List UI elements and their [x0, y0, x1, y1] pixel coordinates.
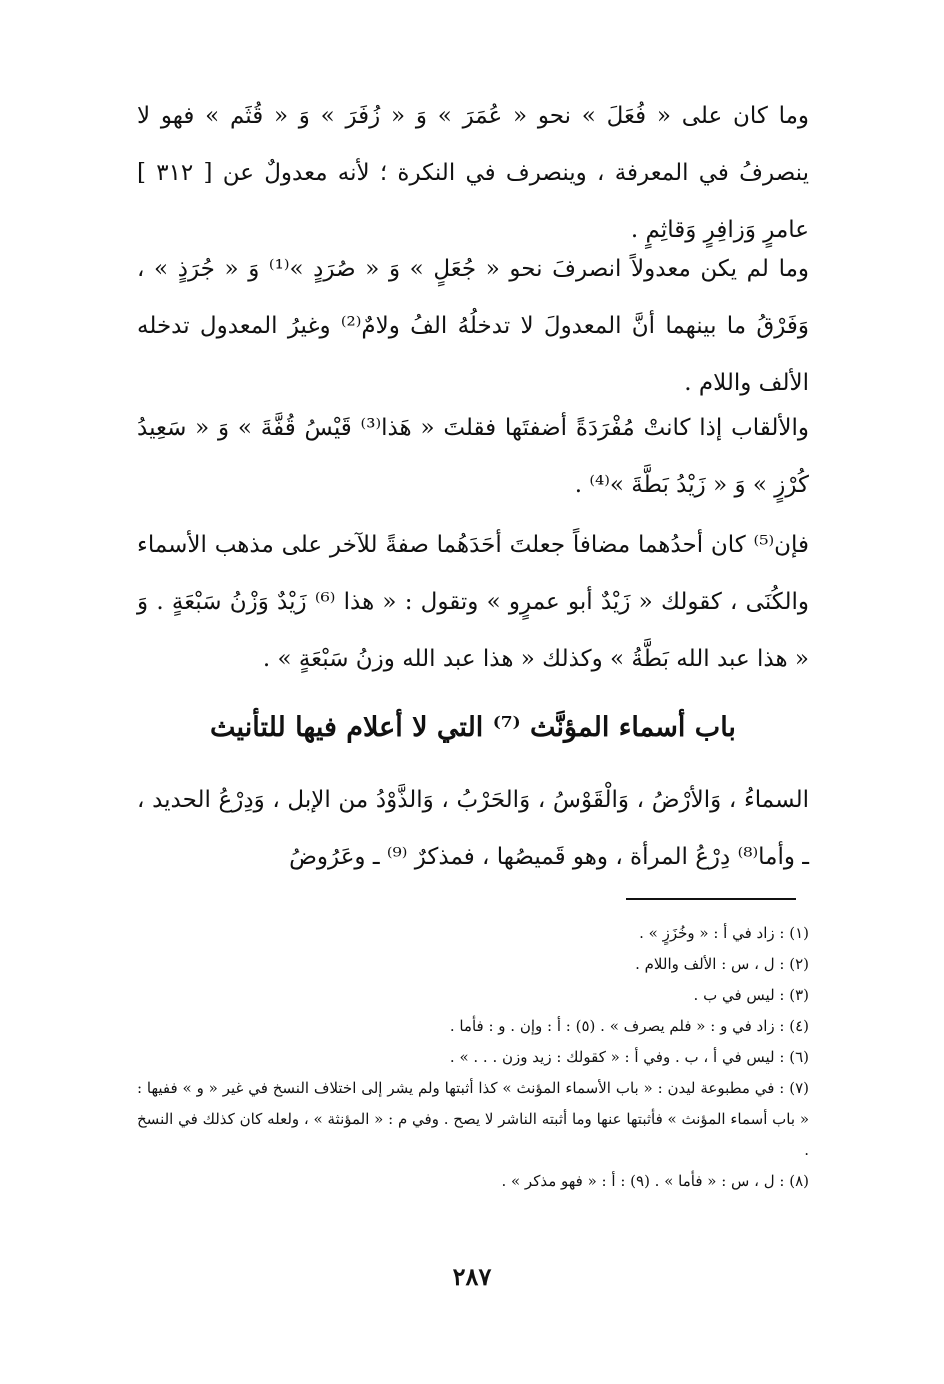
- footnote: (٧) : في مطبوعة ليدن : « باب الأسماء المؤنث » كذا أثبتها ولم يشر إلى اختلاف النسخ في غير « و » ففيها : « باب أسماء المؤنث » فأثبتها عنها وما أثبته الناشر لا يصح . وفي م : « المؤنثة » ، ولعله كان كذلك في النسخ .: [137, 1079, 809, 1159]
- footnote: (٣) : ليس في ب .: [693, 986, 809, 1004]
- paragraph-4: فإن⁽⁵⁾ كان أحدُهما مضافاً جعلتَ أحَدَهُما صفةً للآخر على مذهب الأسماء والكُنَى ، كقولك « زَيْدٌ أبو عمرٍو » وتقول : « هذا ⁽⁶⁾ زَيْدٌ وَزْنُ سَبْعَةٍ . وَ « هذا عبد الله بَطَّةُ » وكذلك « هذا عبد الله وزنُ سَبْعَةٍ » .: [137, 532, 809, 672]
- footnote: (٦) : ليس في أ ، ب . وفي أ : « كقولك : زيد وزن . . . » .: [449, 1048, 809, 1066]
- paragraph-3: والألقاب إذا كانتْ مُفْرَدَةً أضفتَها فقلتَ « هَذا⁽³⁾ قَيْسُ قُفَّةَ » وَ « سَعِيدُ كُرْزٍ » وَ « زَيْدُ بَطَّةَ »⁽⁴⁾ .: [137, 415, 809, 498]
- page-number: ٢٨٧: [452, 1262, 492, 1291]
- footnote: (٢) : ل ، س : الألف واللام .: [635, 955, 809, 973]
- paragraph-2: وما لم يكن معدولاً انصرفَ نحو « جُعَلٍ » وَ « صُرَدٍ »⁽¹⁾ وَ « جُرَذٍ » ، وَفَرْقُ ما بينهما أنَّ المعدولَ لا تدخلُهُ الفُ ولامٌ⁽²⁾ وغيرُ المعدول تدخله الألف واللام .: [137, 256, 809, 396]
- footnotes: [137, 918, 809, 1197]
- paragraph-1: وما كان على « فُعَلَ » نحو « عُمَرَ » وَ « زُفَرَ » وَ « قُثَم » فهو لا ينصرفُ في المعرفة ، وينصرف في النكرة ؛ لأنه معدولٌ عن [ ٣١٢ ] عامرٍ وَزافِرٍ وَقاثِمٍ .: [137, 103, 809, 243]
- chapter-heading: باب أسماء المؤنَّث ⁽⁷⁾ التي لا أعلام فيها للتأنيث: [210, 712, 736, 743]
- footnote: (٨) : ل ، س : « فأما » . (٩) : أ : « فهو مذكر » .: [501, 1172, 809, 1190]
- footnote: (١) : زاد في أ : « وخُزَزٍ » .: [639, 924, 809, 942]
- paragraph-5: السماءُ ، وَالأرْضُ ، وَالْقَوْسُ ، وَالحَرْبُ ، وَالذَّوْدُ من الإبل ، وَدِرْعُ الحديد ، ـ وأما⁽⁸⁾ دِرْعُ المرأة ، وهو قَميصُها ، فمذكرٌ ⁽⁹⁾ ـ وعَرُوضُ: [137, 787, 809, 870]
- footnote-divider: [626, 898, 796, 900]
- footnote: (٤) : زاد في و : « فلم يصرف » . (٥) : أ : وإن . و : فأما .: [449, 1017, 809, 1035]
